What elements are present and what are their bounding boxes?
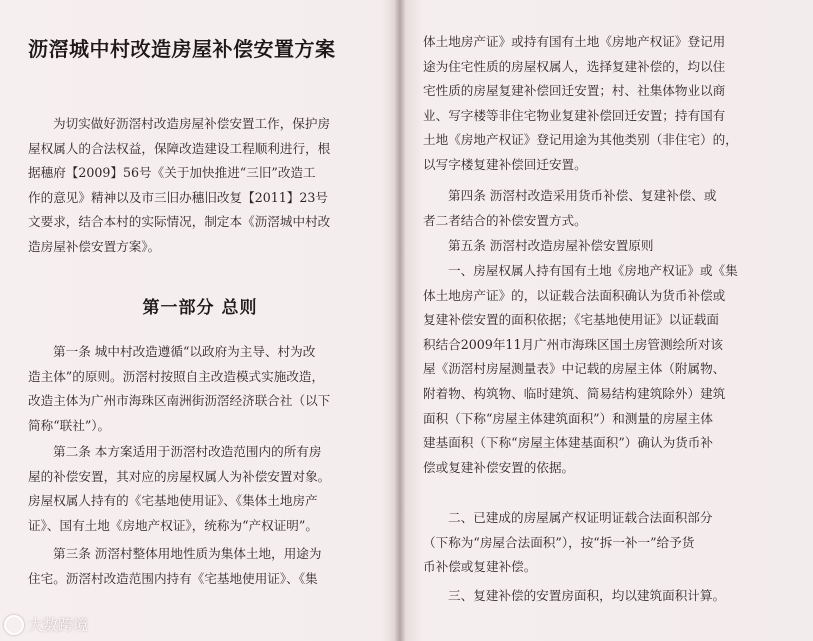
document-title: 沥滘城中村改造房屋补偿安置方案 [28,37,336,61]
article-2-line: 屋的补偿安置，其对应的房屋权属人为补偿安置对象。 [28,468,331,484]
watermark-text: 大数跨境 [28,616,89,634]
part-one-heading: 第一部分 总则 [142,298,258,318]
article-4-line: 者二者结合的补偿安置方式。 [423,212,587,228]
item-1-line: 面积（下称“房屋主体建筑面积”）和测量的房屋主体 [423,410,713,426]
article-5-item-1 [423,259,803,480]
right-page [401,0,813,641]
article-2-line: 证》、国有土地《房地产权证》，统称为“产权证明”。 [28,517,318,533]
continuation-line: 以写字楼复建补偿回迁安置。 [423,156,587,172]
article-2-line: 房屋权属人持有的《宅基地使用证》、《集体土地房产 [28,493,318,509]
article-3-line: 第三条 沥滘村整体用地性质为集体土地，用途为 [53,546,322,561]
article-1-line: 简称“联社”）。 [28,417,111,433]
watermark-logo-icon [4,615,24,635]
article-1 [28,340,380,438]
article-5-item-2 [423,506,803,580]
intro-line: 据穗府【2009】56号《关于加快推进“三旧”改造工 [28,165,316,181]
item-2-line: 币补偿或复建补偿。 [423,559,537,575]
item-1-line: 偿或复建补偿安置的依据。 [423,459,575,475]
article-2 [28,440,380,538]
item-1-line: 附着物、构筑物、临时建筑、简易结构建筑除外）建筑 [423,385,726,401]
article-1-line: 第一条 城中村改造遵循“以政府为主导、村为改 [53,344,316,359]
article-5-heading [423,234,803,259]
left-page [0,0,400,641]
article-3 [28,542,380,591]
intro-line: 为切实做好沥滘村改造房屋补偿安置工作，保护房 [53,116,331,131]
article-5-item-3 [423,584,803,609]
item-2-line: （下称为“房屋合法面积”），按“拆一补一”给予货 [423,534,695,550]
continuation-line: 业、写字楼等非住宅物业复建补偿回迁安置；持有国有 [423,107,726,123]
article-3-continuation [423,30,803,178]
item-1-line: 屋《沥滘村房屋测量表》中记载的房屋主体（附属物、 [423,361,726,377]
item-1-line: 复建补偿安置的面积依据；《宅基地使用证》以证载面 [423,312,719,328]
continuation-line: 宅性质的房屋复建补偿回迁安置；村、社集体物业以商 [423,83,726,99]
article-3-line: 住宅。沥滘村改造范围内持有《宅基地使用证》、《集 [28,570,318,586]
article-1-line: 造主体”的原则。沥滘村按照自主改造模式实施改造， [28,368,325,384]
continuation-line: 途为住宅性质的房屋权属人，选择复建补偿的，均以住 [423,58,726,74]
item-2-line: 二、已建成的房屋属产权证明证载合法面积部分 [448,510,713,525]
intro-line: 造房屋补偿安置方案》。 [28,238,161,254]
item-1-line: 建基面积（下称“房屋主体建基面积”）确认为货币补 [423,435,713,451]
article-2-line: 第二条 本方案适用于沥滘村改造范围内的所有房 [53,444,322,459]
article-1-line: 改造主体为广州市海珠区南洲街沥滘经济联合社（以下 [28,393,331,409]
continuation-line: 体土地房产证》或持有国有土地《房地产权证》登记用 [423,34,726,49]
intro-line: 作的意见》精神以及市三旧办穗旧改复【2011】23号 [28,189,328,205]
article-4 [423,184,803,233]
item-1-line: 体土地房产证》的，以证载合法面积确认为货币补偿或 [423,287,726,303]
item-1-line: 一、房屋权属人持有国有土地《房地产权证》或《集 [448,263,738,278]
continuation-line: 土地《房地产权证》登记用途为其他类别（非住宅）的， [423,132,738,148]
item-3-line: 三、复建补偿的安置房面积，均以建筑面积计算。 [448,588,726,603]
article-5-heading-line: 第五条 沥滘村改造房屋补偿安置原则 [448,238,654,253]
article-4-line: 第四条 沥滘村改造采用货币补偿、复建补偿、或 [448,188,717,203]
intro-line: 屋权属人的合法权益，保障改造建设工程顺利进行，根 [28,140,331,156]
intro-line: 文要求，结合本村的实际情况，制定本《沥滘城中村改 [28,214,331,230]
watermark [4,614,88,635]
item-1-line: 积结合2009年11月广州市海珠区国土房管测绘所对该 [423,336,723,352]
intro-paragraph [28,112,380,260]
